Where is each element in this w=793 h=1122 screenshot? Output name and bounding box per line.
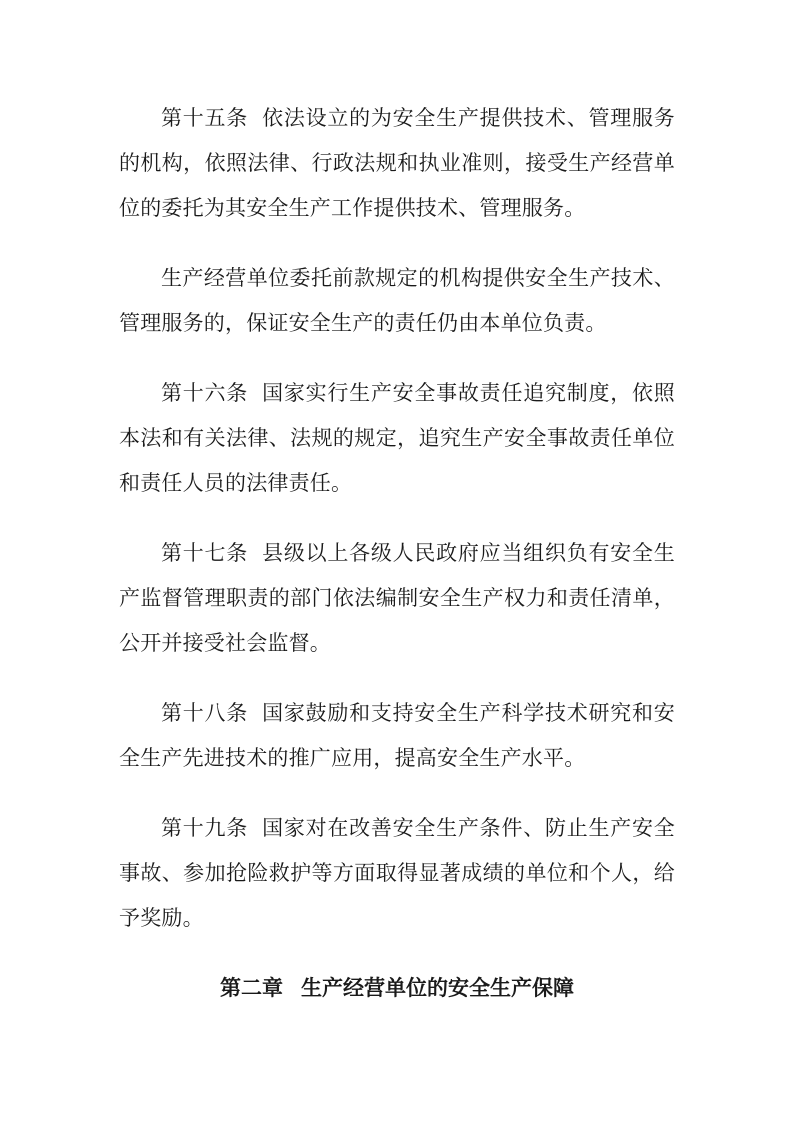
document-body bbox=[119, 96, 675, 1011]
chapter-title: 生产经营单位的安全生产保障 bbox=[301, 976, 574, 1000]
article-19 bbox=[119, 806, 675, 941]
chapter-number: 第二章 bbox=[220, 976, 283, 1000]
article-15 bbox=[119, 96, 675, 231]
article-15-paragraph-2 bbox=[119, 256, 675, 346]
article-number: 第十八条 bbox=[161, 701, 249, 725]
article-16 bbox=[119, 371, 675, 506]
chapter-heading bbox=[119, 966, 675, 1011]
article-text: 国家对在改善安全生产条件、防止生产安全事故、参加抢险救护等方面取得显著成绩的单位和个人，给予奖励。 bbox=[119, 816, 675, 930]
article-text: 依法设立的为安全生产提供技术、管理服务的机构，依照法律、行政法规和执业准则，接受生产经营单位的委托为其安全生产工作提供技术、管理服务。 bbox=[119, 106, 675, 220]
article-17 bbox=[119, 531, 675, 666]
article-text: 国家实行生产安全事故责任追究制度，依照本法和有关法律、法规的规定，追究生产安全事故责任单位和责任人员的法律责任。 bbox=[119, 381, 675, 495]
article-number: 第十五条 bbox=[161, 106, 249, 130]
article-text: 国家鼓励和支持安全生产科学技术研究和安全生产先进技术的推广应用，提高安全生产水平。 bbox=[119, 701, 675, 770]
article-18 bbox=[119, 691, 675, 781]
article-text: 生产经营单位委托前款规定的机构提供安全生产技术、管理服务的，保证安全生产的责任仍由本单位负责。 bbox=[119, 266, 675, 335]
article-number: 第十六条 bbox=[161, 381, 249, 405]
article-number: 第十九条 bbox=[161, 816, 249, 840]
article-number: 第十七条 bbox=[161, 541, 249, 565]
article-text: 县级以上各级人民政府应当组织负有安全生产监督管理职责的部门依法编制安全生产权力和责任清单，公开并接受社会监督。 bbox=[119, 541, 675, 655]
